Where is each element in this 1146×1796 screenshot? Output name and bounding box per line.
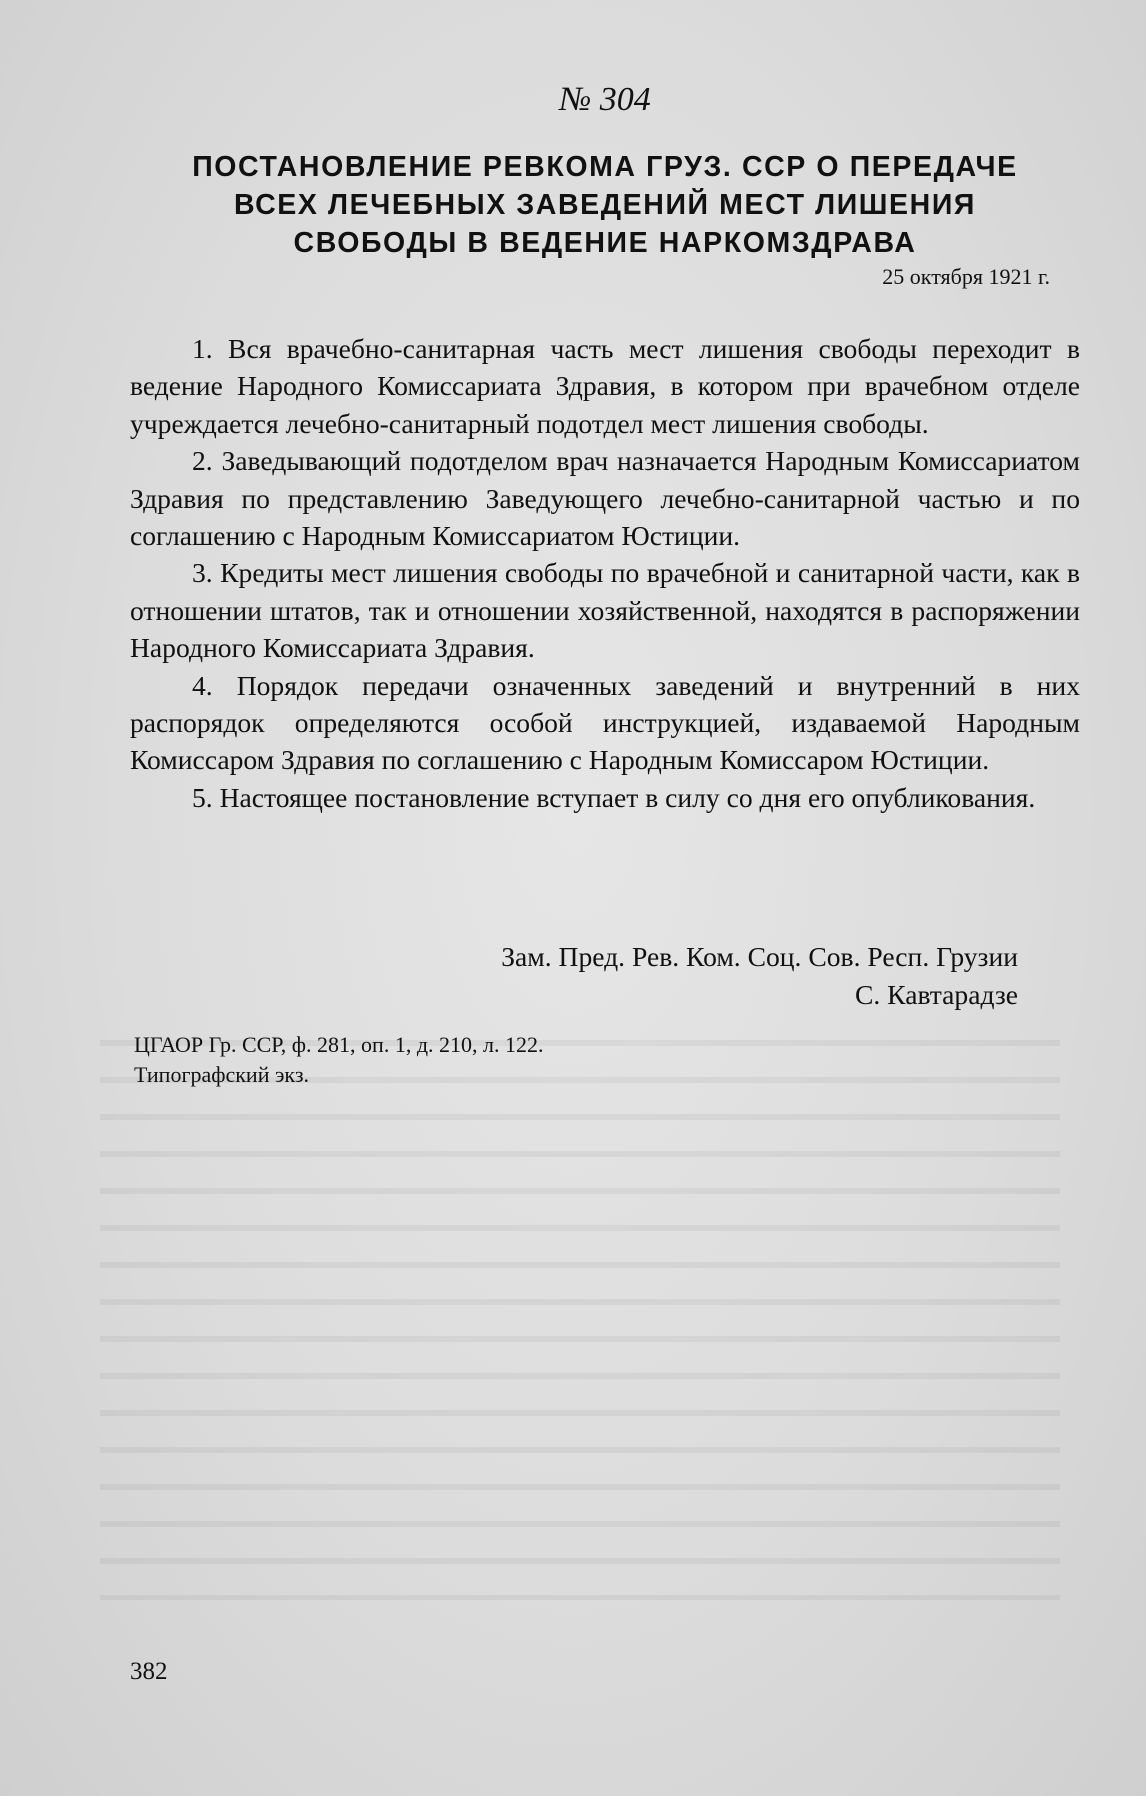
paragraph-5: 5. Настоящее постановление вступает в силу со дня его опубликования. (192, 781, 1036, 813)
archive-reference: ЦГАОР Гр. ССР, ф. 281, оп. 1, д. 210, л. 122. (134, 1032, 544, 1057)
document-title (130, 148, 1080, 262)
title-line: ВСЕХ ЛЕЧЕБНЫХ ЗАВЕДЕНИЙ МЕСТ ЛИШЕНИЯ (234, 189, 976, 221)
paragraph-3: 3. Кредиты мест лишения свободы по врачебной и санитарной части, как в отношении штатов, так и отношении хозяйственной, находятся в распоряжении Народного Комиссариата Здравия. (130, 557, 1080, 664)
signatory-position: Зам. Пред. Рев. Ком. Соц. Сов. Респ. Грузии (501, 941, 1018, 972)
archive-notes (134, 1030, 544, 1090)
page-number: 382 (130, 1658, 168, 1685)
signature-block (318, 938, 1018, 1013)
paper-show-through (100, 1040, 1060, 1600)
document-number: № 304 (559, 81, 651, 118)
paragraph-2: 2. Заведывающий подотделом врач назначается Народным Комиссариатом Здравия по представлению Заведующего лечебно-санитарной частью и по соглашению с Народным Комиссариатом Юстиции. (130, 445, 1080, 552)
title-line: ПОСТАНОВЛЕНИЕ РЕВКОМА ГРУЗ. ССР О ПЕРЕДАЧЕ (192, 151, 1018, 183)
document-date: 25 октября 1921 г. (882, 264, 1050, 289)
paragraph-1: 1. Вся врачебно-санитарная часть мест лишения свободы переходит в ведение Народного Комиссариата Здравия, в котором при врачебном отделе учреждается лечебно-санитарный подотдел мест лишения свободы. (130, 333, 1080, 439)
document-body (130, 330, 1080, 816)
title-line: СВОБОДЫ В ВЕДЕНИЕ НАРКОМЗДРАВА (293, 227, 917, 259)
copy-type: Типографский экз. (134, 1062, 310, 1087)
signatory-name: С. Кавтарадзе (854, 978, 1018, 1010)
paragraph-4: 4. Порядок передачи означенных заведений и внутренний в них распорядок определяются особой инструкцией, издаваемой Народным Комиссаром Здравия по соглашению с Народным Комиссаром Юстиции. (130, 669, 1080, 776)
